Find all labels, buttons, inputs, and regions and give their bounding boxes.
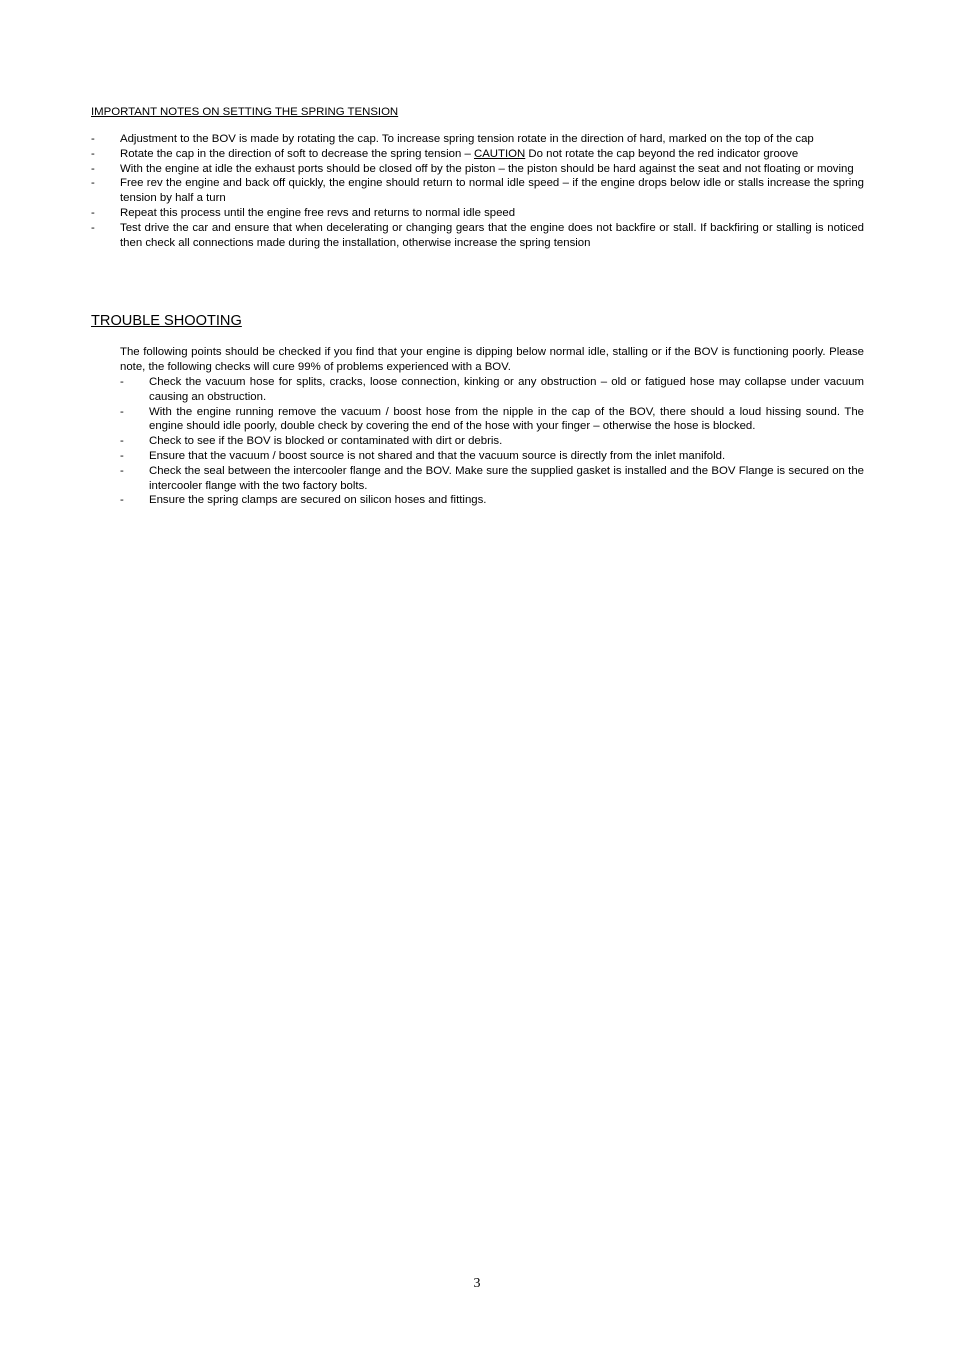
list-item (120, 375, 864, 405)
list-dash: - (91, 162, 95, 175)
list-item-text: Ensure the spring clamps are secured on silicon hoses and fittings. (149, 494, 487, 507)
list-item-text: Check the seal between the intercooler flange and the BOV. Make sure the supplied gasket is installed and the BOV Flange is secured on the intercooler flange with the two factory bolts. (149, 464, 864, 492)
caution-label: CAUTION (473, 147, 526, 160)
list-item-text: Do not rotate the cap beyond the red indicator groove (525, 147, 799, 160)
list-dash: - (91, 147, 95, 160)
list-item (91, 221, 864, 251)
trouble-shooting-heading: TROUBLE SHOOTING (91, 313, 242, 329)
list-item (120, 405, 864, 435)
list-item-text: Rotate the cap in the direction of soft to decrease the spring tension – (120, 147, 474, 160)
spring-tension-list (91, 132, 864, 250)
list-dash: - (91, 206, 95, 219)
trouble-shooting-intro: The following points should be checked if you find that your engine is dipping below normal idle, stalling or if the BOV is functioning poorly. Please note, the following checks will cure 99% of problems experienced with a BOV. (120, 346, 864, 373)
list-item (91, 206, 864, 221)
list-dash: - (120, 435, 124, 448)
list-item-text: Check the vacuum hose for splits, cracks, loose connection, kinking or any obstruction – old or fatigued hose may collapse under vacuum causing an obstruction. (149, 376, 864, 403)
list-item (91, 176, 864, 206)
list-item (120, 434, 864, 449)
list-item-text: With the engine at idle the exhaust ports should be closed off by the piston – the piston should be hard against the seat and not floating or moving (120, 162, 854, 175)
page-number: 3 (473, 1276, 481, 1291)
list-dash: - (120, 449, 124, 462)
spring-tension-heading: IMPORTANT NOTES ON SETTING THE SPRING TENSION (91, 106, 399, 118)
list-item (120, 464, 864, 494)
list-item (91, 132, 864, 147)
list-item (91, 162, 864, 177)
list-dash: - (91, 133, 95, 145)
list-item-text: Free rev the engine and back off quickly, the engine should return to normal idle speed – if the engine drops below idle or stalls increase the spring tension by half a turn (120, 177, 864, 205)
list-item (91, 147, 864, 162)
list-dash: - (120, 376, 124, 388)
list-item-text: Test drive the car and ensure that when decelerating or changing gears that the engine does not backfire or stall. If backfiring or stalling is noticed then check all connections made during the installation, otherwise increase the spring tension (120, 221, 864, 249)
list-dash: - (120, 494, 124, 507)
trouble-shooting-list (120, 375, 864, 508)
list-item-text: Repeat this process until the engine free revs and returns to normal idle speed (120, 206, 516, 219)
list-dash: - (120, 405, 124, 418)
list-item-text: Check to see if the BOV is blocked or contaminated with dirt or debris. (149, 435, 503, 448)
list-dash: - (91, 177, 95, 190)
list-item-text: Ensure that the vacuum / boost source is not shared and that the vacuum source is directly from the inlet manifold. (149, 449, 726, 462)
list-dash: - (91, 221, 95, 234)
list-item (120, 449, 864, 464)
list-item-text: With the engine running remove the vacuum / boost hose from the nipple in the cap of the BOV, there should a loud hissing sound. The engine should idle poorly, double check by covering the end of the hose with your finger – otherwise the hose is blocked. (149, 405, 864, 433)
list-dash: - (120, 464, 124, 477)
list-item (120, 493, 864, 508)
list-item-text: Adjustment to the BOV is made by rotating the cap. To increase spring tension rotate in the direction of hard, marked on the top of the cap (120, 133, 814, 145)
